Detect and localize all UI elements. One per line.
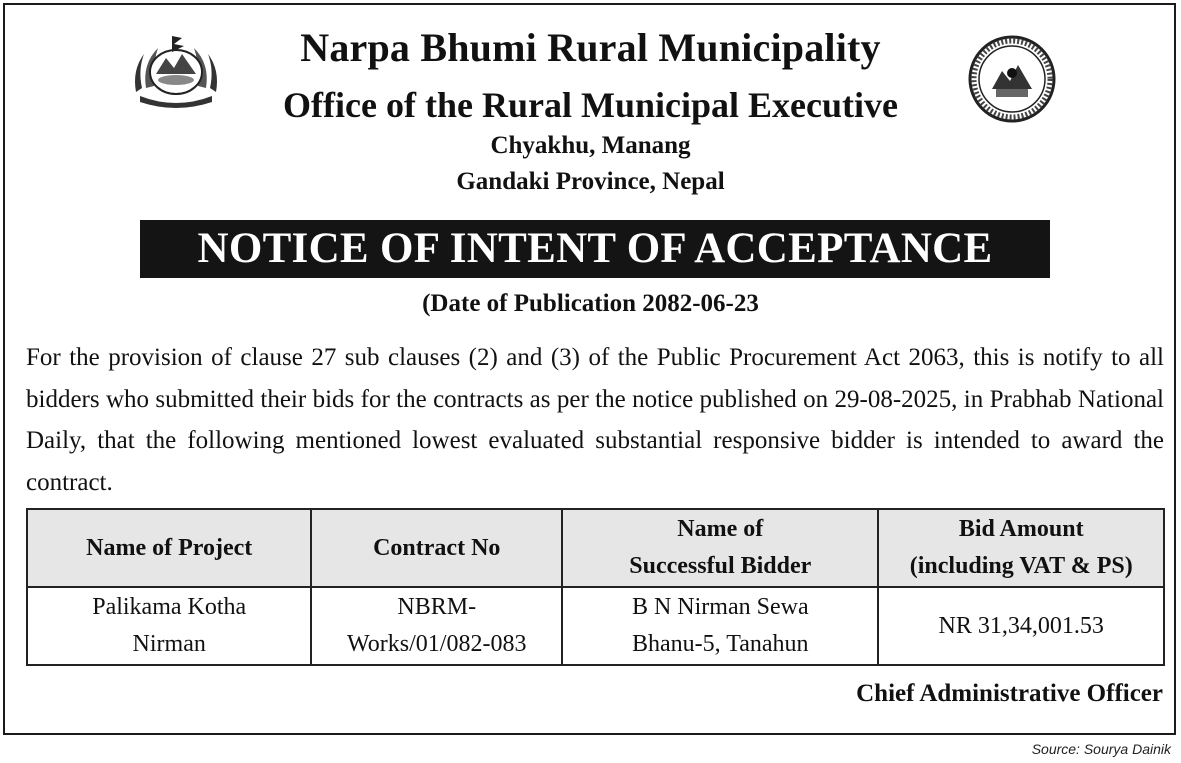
header-project [27,509,311,587]
header-amount [878,509,1164,587]
contract-line-2: Works/01/082-083 [347,631,527,657]
bidder-line-2: Bhanu-5, Tanahun [632,631,809,657]
municipality-name: Narpa Bhumi Rural Municipality [300,25,881,70]
award-table [26,508,1165,666]
source-credit: Source: Sourya Dainik [1031,741,1171,757]
project-line-1: Palikama Kotha [92,594,247,620]
header-project-label: Name of Project [86,534,253,561]
publication-date: (Date of Publication 2082-06-23 [422,290,759,317]
bidder-line-1: B N Nirman Sewa [631,594,809,620]
cell-project [27,587,311,665]
header-bidder [562,509,878,587]
notice-title: NOTICE OF INTENT OF ACCEPTANCE [140,220,1050,278]
notice-body: For the provision of clause 27 sub clauses (2) and (3) of the Public Procurement Act 2063, this is notify to all bidders who submitted their bids for the contracts as per the notice published on 29-08-2025, in Prabhab National Daily, that the following mentioned lowest evaluated substantial responsive bidder is intended to award the contract. [26,344,1164,496]
cell-amount [878,587,1164,665]
header-bidder-line-1: Name of [677,516,764,542]
cell-bidder [562,587,878,665]
header-bidder-line-2: Successful Bidder [629,553,812,579]
header-contract-label: Contract No [373,534,501,561]
contract-line-1: NBRM- [397,594,477,620]
project-line-2: Nirman [132,631,206,657]
table-row [27,587,1164,665]
header-amount-line-1: Bid Amount [958,516,1084,542]
location-line-1: Chyakhu, Manang [490,132,691,159]
location-line-2: Gandaki Province, Nepal [456,168,725,195]
cell-contract [311,587,562,665]
header-amount-line-2: (including VAT & PS) [909,553,1133,579]
office-name: Office of the Rural Municipal Executive [283,85,898,125]
table-header-row [27,509,1164,587]
bid-amount: NR 31,34,001.53 [938,612,1104,639]
header-contract [311,509,562,587]
signatory: Chief Administrative Officer [856,680,1163,707]
